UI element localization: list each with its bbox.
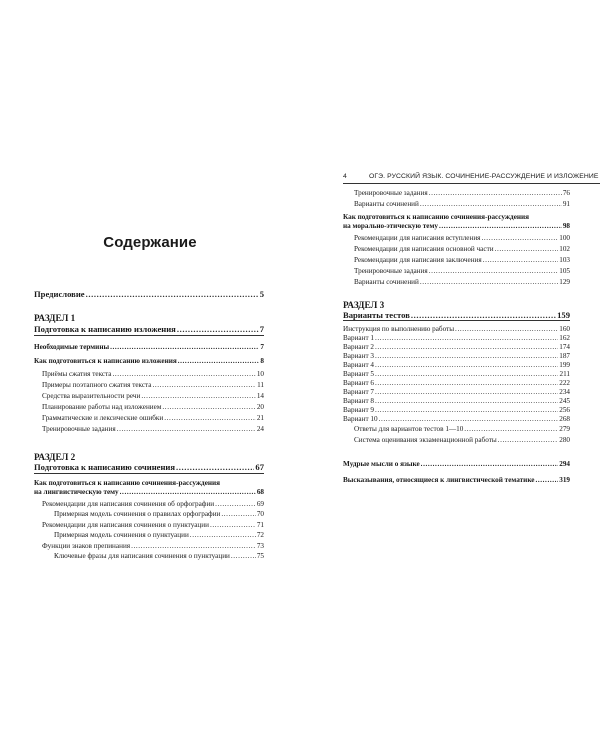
toc-entry[interactable]: Тренировочные задания ..... 24 [42,425,264,434]
toc-entry[interactable]: Рекомендации для написания заключения ..... 103 [354,256,570,265]
toc-entry-quotes[interactable]: Высказывания, относящиеся к лингвистической тематике ..... 319 [343,476,570,485]
toc-entry[interactable]: Средства выразительности речи ..... 14 [42,392,264,401]
toc-entry-variant[interactable]: Вариант 2 ..... 174 [343,343,570,352]
section-2-subtitle[interactable]: Подготовка к написанию сочинения ..... 67 [34,462,264,472]
right-page [300,0,600,750]
toc-entry-answers[interactable]: Ответы для вариантов тестов 1—10 ..... 279 [354,425,570,434]
toc-entry[interactable]: Планирование работы над изложением ..... 20 [42,403,264,412]
toc-entry-howto-moral[interactable]: Как подготовиться к написанию сочинения-рассуждения на морально-этическую тему ..... 98 [343,213,570,231]
toc-entry-variant[interactable]: Вариант 9 ..... 256 [343,406,570,415]
toc-entry[interactable]: Рекомендации для написания сочинения об орфографии ..... 69 [42,500,264,509]
section-1-heading: РАЗДЕЛ 1 [34,313,76,323]
toc-entry-howto-sochinenie[interactable]: Как подготовиться к написанию сочинения-рассуждения на лингвистическую тему ..... 68 [34,479,264,497]
toc-entry[interactable]: Примерная модель сочинения о правилах орфографии ..... 70 [54,510,264,519]
toc-entry-variant[interactable]: Вариант 7 ..... 234 [343,388,570,397]
toc-entry[interactable]: Функции знаков препинания ..... 73 [42,542,264,551]
toc-entry[interactable]: Приёмы сжатия текста ..... 10 [42,370,264,379]
toc-entry-variant[interactable]: Вариант 3 ..... 187 [343,352,570,361]
toc-entry[interactable]: Варианты сочинений ..... 91 [354,200,570,209]
toc-entry-howto-izlozhenie[interactable]: Как подготовиться к написанию изложения ..... 8 [34,357,264,366]
toc-entry[interactable]: Рекомендации для написания вступления ..... 100 [354,234,570,243]
toc-entry-terms[interactable]: Необходимые термины ..... 7 [34,343,264,352]
toc-entry-wise-thoughts[interactable]: Мудрые мысли о языке ..... 294 [343,460,570,469]
section-1-subtitle[interactable]: Подготовка к написанию изложения ..... 7 [34,324,264,334]
toc-entry-grading[interactable]: Система оценивания экзаменационной работы ..... 280 [354,436,570,445]
toc-entry[interactable]: Рекомендации для написания основной части ..... 102 [354,245,570,254]
page-number: 4 [343,173,347,180]
section-2-rule [34,473,264,474]
toc-entry[interactable]: Грамматические и лексические ошибки ..... 21 [42,414,264,423]
toc-entry[interactable]: Рекомендации для написания сочинения о пунктуации ..... 71 [42,521,264,530]
header-rule [343,183,600,184]
toc-entry[interactable]: Тренировочные задания ..... 105 [354,267,570,276]
toc-entry[interactable]: Инструкция по выполнению работы ..... 160 [343,325,570,334]
toc-entry[interactable]: Варианты сочинений ..... 129 [354,278,570,287]
toc-entry-variant[interactable]: Вариант 1 ..... 162 [343,334,570,343]
toc-entry-variant[interactable]: Вариант 6 ..... 222 [343,379,570,388]
toc-entry[interactable]: Ключевые фразы для написания сочинения о пунктуации ..... 75 [54,552,264,561]
toc-entry[interactable]: Примеры поэтапного сжатия текста ..... 11 [42,381,264,390]
toc-entry[interactable]: Тренировочные задания ..... 76 [354,189,570,198]
running-head-text: ОГЭ. РУССКИЙ ЯЗЫК. СОЧИНЕНИЕ-РАССУЖДЕНИЕ И ИЗЛОЖЕНИЕ [369,173,599,180]
section-2-heading: РАЗДЕЛ 2 [34,452,76,462]
toc-entry[interactable]: Примерная модель сочинения о пунктуации ..... 72 [54,531,264,540]
section-3-subtitle[interactable]: Варианты тестов ..... 159 [343,310,570,320]
toc-entry-variant[interactable]: Вариант 4 ..... 199 [343,361,570,370]
section-3-rule [343,320,570,321]
toc-entry-variant[interactable]: Вариант 10 ..... 268 [343,415,570,424]
section-1-rule [34,335,264,336]
toc-entry-variant[interactable]: Вариант 8 ..... 245 [343,397,570,406]
toc-title: Содержание [103,234,197,251]
section-3-heading: РАЗДЕЛ 3 [343,300,385,310]
toc-entry-variant[interactable]: Вариант 5 ..... 211 [343,370,570,379]
toc-entry-preface[interactable]: Предисловие ..... 5 [34,289,264,299]
